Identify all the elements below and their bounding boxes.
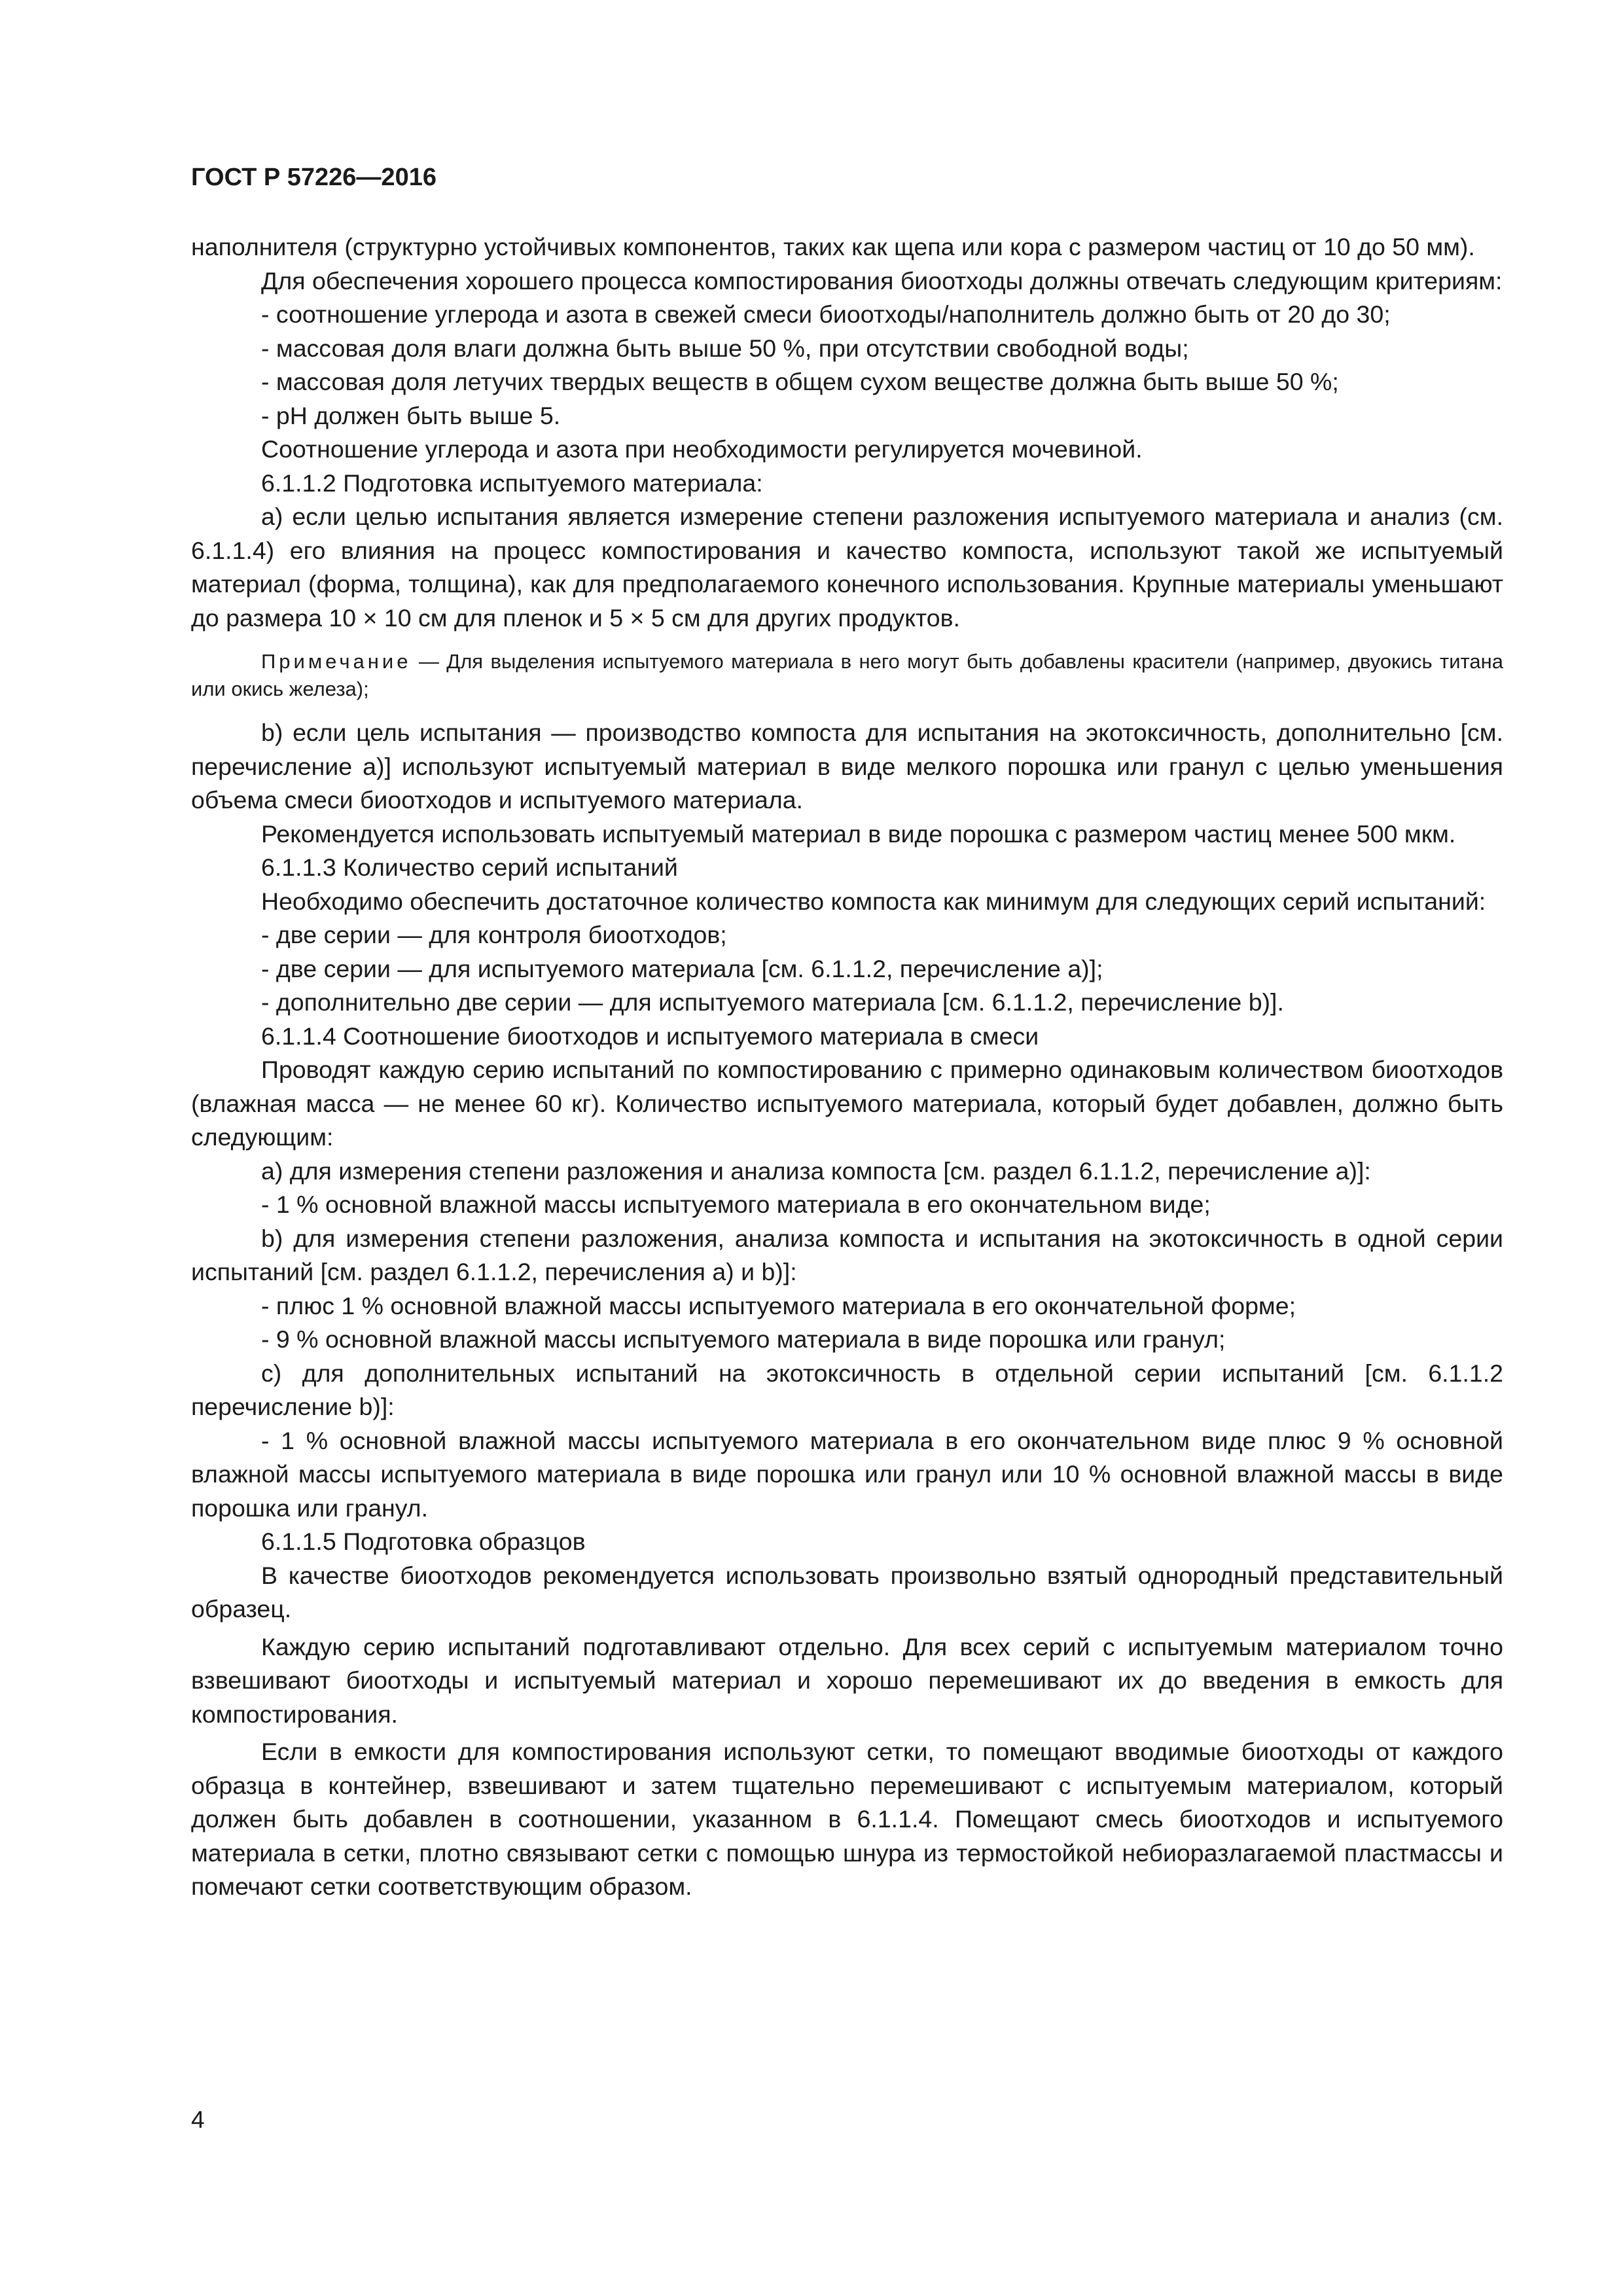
note-label: Примечание [261,650,412,673]
note [191,648,1503,703]
list-item: - массовая доля летучих твердых веществ в общем сухом веществе должна быть выше 50 %; [261,368,1339,395]
paragraph: наполнителя (структурно устойчивых компонентов, таких как щепа или кора с размером частиц от 10 до 50 мм). [191,233,1475,260]
document-header: ГОСТ Р 57226—2016 [191,164,437,191]
section-heading: 6.1.1.2 Подготовка испытуемого материала: [261,469,763,497]
paragraph: Проводят каждую серию испытаний по компостированию с примерно одинаковым количеством биоотходов (влажная масса — не менее 60 кг). Количество испытуемого материала, который будет добавлен, должно быть следующим: [191,1056,1503,1151]
note-text: — Для выделения испытуемого материала в него могут быть добавлены красители (например, двуокись титана или окись железа); [191,650,1503,700]
section-heading: 6.1.1.4 Соотношение биоотходов и испытуемого материала в смеси [261,1022,1039,1050]
paragraph: Необходимо обеспечить достаточное количество компоста как минимум для следующих серий испытаний: [261,887,1486,915]
paragraph: b) если цель испытания — производство компоста для испытания на экотоксичность, дополнительно [см. перечисление а)] используют испытуемый материал в виде мелкого порошка или гранул с целью уменьшения объема смеси биоотходов и испытуемого материала. [191,719,1503,814]
list-item: - дополнительно две серии — для испытуемого материала [см. 6.1.1.2, перечисление b)]. [261,988,1284,1016]
document-body [191,230,1503,1904]
list-item: - 9 % основной влажной массы испытуемого материала в виде порошка или гранул; [261,1325,1226,1353]
paragraph: Рекомендуется использовать испытуемый материал в виде порошка с размером частиц менее 500 мкм. [261,819,1456,848]
list-item: - pH должен быть выше 5. [261,401,561,429]
list-item: - две серии — для контроля биоотходов; [261,921,727,948]
section-heading: 6.1.1.3 Количество серий испытаний [261,853,678,881]
paragraph: Каждую серию испытаний подготавливают отдельно. Для всех серий с испытуемым материалом точно взвешивают биоотходы и испытуемый материал и хорошо перемешивают их до введения в емкость для компостирования. [191,1632,1503,1728]
paragraph: а) для измерения степени разложения и анализа компоста [см. раздел 6.1.1.2, перечисление а)]: [261,1157,1371,1185]
paragraph: Соотношение углерода и азота при необходимости регулируется мочевиной. [261,435,1143,463]
paragraph: Если в емкости для компостирования используют сетки, то помещают вводимые биоотходы от каждого образца в контейнер, взвешивают и затем тщательно перемешивают с испытуемым материалом, который должен быть добавлен в соотношении, указанном в 6.1.1.4. Помещают смесь биоотходов и испытуемого материала в сетки, плотно связывают сетки с помощью шнура из термостойкой небиоразлагаемой пластмассы и помечают сетки соответствующим образом. [191,1738,1503,1900]
list-item: - плюс 1 % основной влажной массы испытуемого материала в его окончательной форме; [261,1291,1296,1319]
list-item: - 1 % основной влажной массы испытуемого материала в его окончательном виде плюс 9 % основной влажной массы испытуемого материала в виде порошка или гранул или 10 % основной влажной массы в виде порошка или гранул. [191,1426,1503,1522]
list-item: - 1 % основной влажной массы испытуемого материала в его окончательном виде; [261,1191,1211,1218]
list-item: - соотношение углерода и азота в свежей смеси биоотходы/наполнитель должно быть от 20 до 30; [261,300,1391,328]
paragraph: а) если целью испытания является измерение степени разложения испытуемого материала и анализ (см. 6.1.1.4) его влияния на процесс компостирования и качество компоста, используют такой же испытуемый материал (форма, толщина), как для предполагаемого конечного использования. Крупные материалы уменьшают до размера 10 × 10 см для пленок и 5 × 5 см для других продуктов. [191,503,1503,632]
paragraph: В качестве биоотходов рекомендуется использовать произвольно взятый однородный представительный образец. [191,1561,1503,1623]
paragraph: b) для измерения степени разложения, анализа компоста и испытания на экотоксичность в одной серии испытаний [см. раздел 6.1.1.2, перечисления а) и b)]: [191,1224,1503,1285]
section-heading: 6.1.1.5 Подготовка образцов [261,1528,586,1555]
paragraph: с) для дополнительных испытаний на экотоксичность в отдельной серии испытаний [см. 6.1.1.2 перечисление b)]: [191,1359,1503,1420]
paragraph: Для обеспечения хорошего процесса компостирования биоотходы должны отвечать следующим критериям: [261,266,1503,295]
list-item: - массовая доля влаги должна быть выше 50 %, при отсутствии свободной воды; [261,334,1189,362]
list-item: - две серии — для испытуемого материала [см. 6.1.1.2, перечисление а)]; [261,954,1103,982]
page-number: 4 [191,2106,205,2133]
